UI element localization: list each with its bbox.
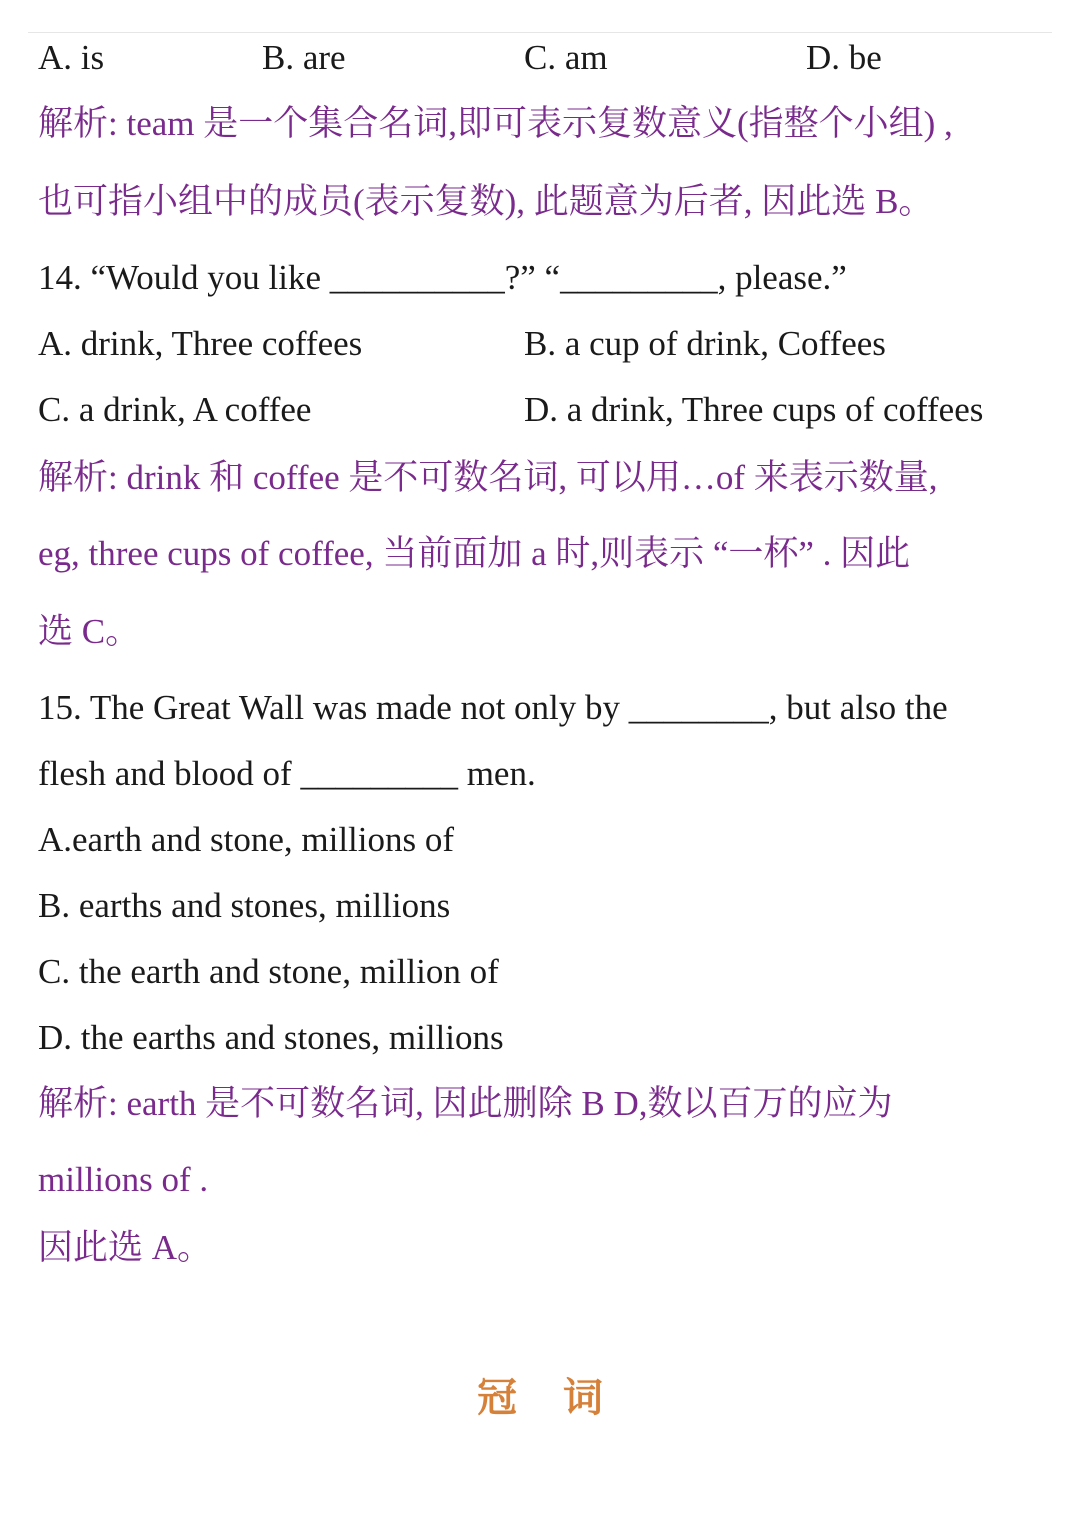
q13-option-d: D. be xyxy=(806,38,882,77)
q14-question: 14. “Would you like __________?” “_________, please.” xyxy=(38,258,847,297)
q14-explanation-line-3: 选 C。 xyxy=(38,612,141,651)
q13-option-a: A. is xyxy=(38,38,105,77)
top-divider xyxy=(28,32,1052,33)
q14-option-d: D. a drink, Three cups of coffees xyxy=(524,390,984,429)
q13-explanation-line-2: 也可指小组中的成员(表示复数), 此题意为后者, 因此选 B。 xyxy=(38,182,934,221)
q14-option-b: B. a cup of drink, Coffees xyxy=(524,324,886,363)
q14-explanation-line-2: eg, three cups of coffee, 当前面加 a 时,则表示 “一杯” . 因此 xyxy=(38,534,911,573)
q14-option-c: C. a drink, A coffee xyxy=(38,390,312,429)
q15-option-c: C. the earth and stone, million of xyxy=(38,952,499,991)
q14-option-a: A. drink, Three coffees xyxy=(38,324,363,363)
q13-option-b: B. are xyxy=(262,38,346,77)
q13-explanation-line-1: 解析: team 是一个集合名词,即可表示复数意义(指整个小组) , xyxy=(38,104,953,143)
q15-question-line-2: flesh and blood of _________ men. xyxy=(38,754,536,793)
q15-explanation-line-1: 解析: earth 是不可数名词, 因此删除 B D,数以百万的应为 xyxy=(38,1084,893,1123)
q15-option-a: A.earth and stone, millions of xyxy=(38,820,455,859)
q15-explanation-line-3: 因此选 A。 xyxy=(38,1228,213,1267)
q15-option-d: D. the earths and stones, millions xyxy=(38,1018,504,1057)
q15-explanation-line-2: millions of . xyxy=(38,1160,209,1199)
q13-option-c: C. am xyxy=(524,38,608,77)
q14-explanation-line-1: 解析: drink 和 coffee 是不可数名词, 可以用…of 来表示数量, xyxy=(38,458,938,497)
section-heading: 冠词 xyxy=(477,1375,649,1421)
q15-option-b: B. earths and stones, millions xyxy=(38,886,451,925)
q15-question-line-1: 15. The Great Wall was made not only by ________, but also the xyxy=(38,688,948,727)
